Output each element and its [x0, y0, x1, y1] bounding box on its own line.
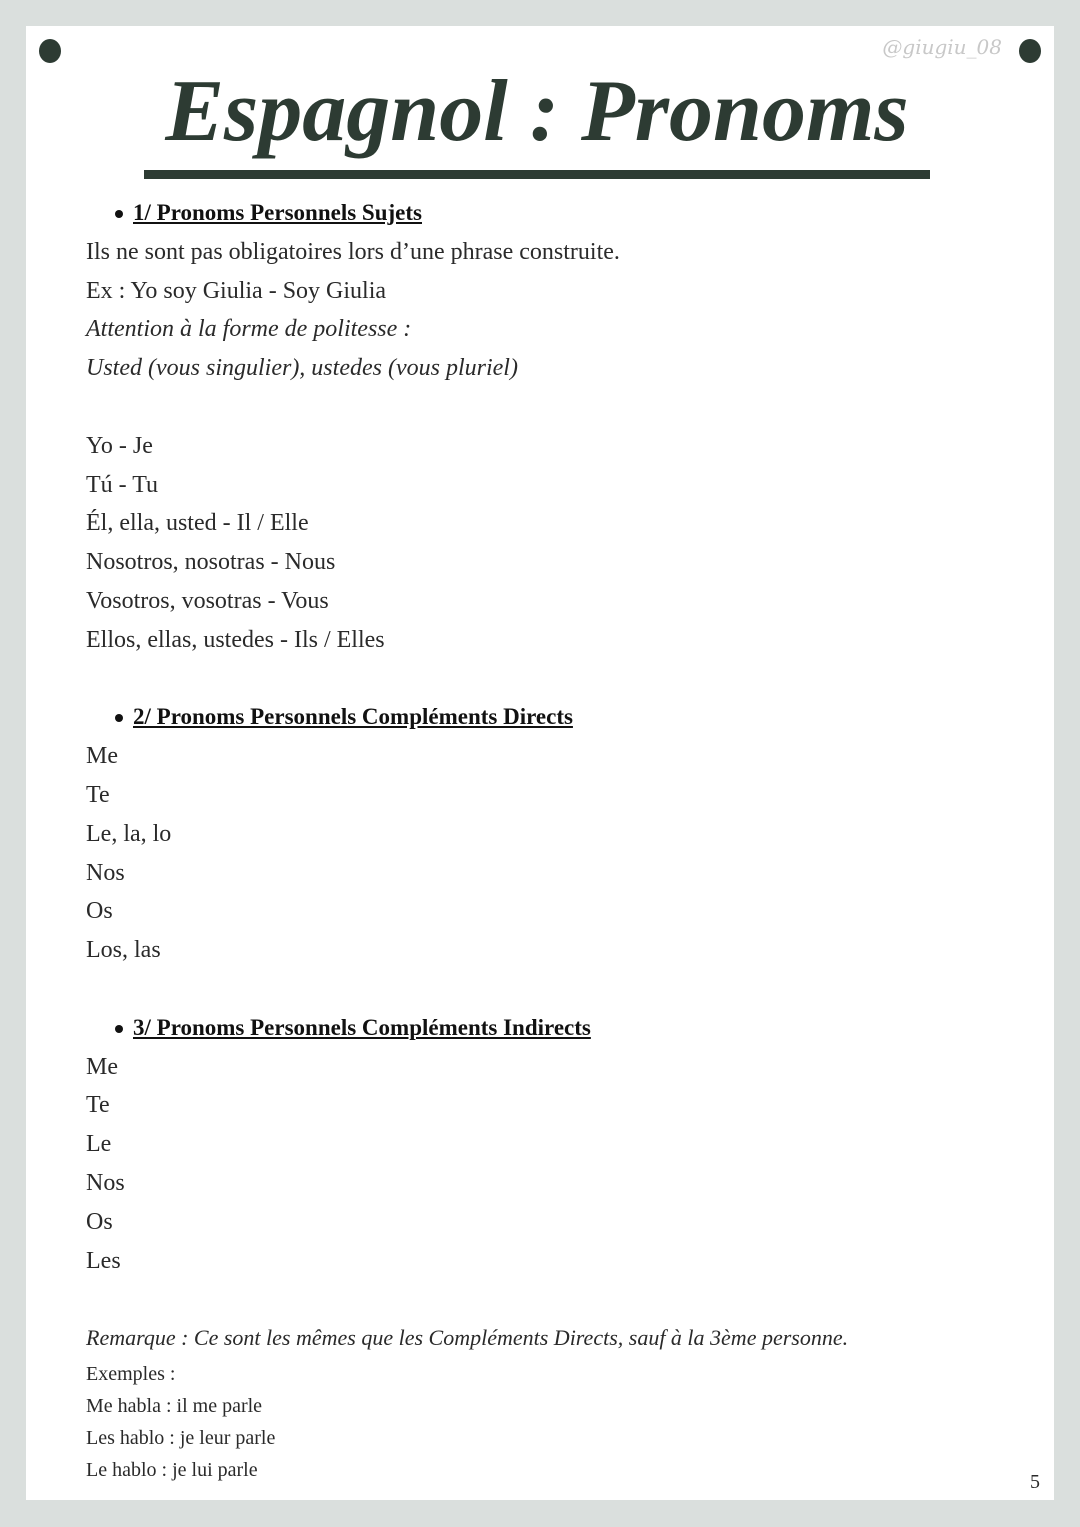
examples-label: Exemples :	[86, 1362, 176, 1385]
note-line: Usted (vous singulier), ustedes (vous pluriel)	[86, 355, 518, 382]
bullet-icon	[115, 714, 123, 722]
content	[86, 194, 1026, 1486]
list-item: Él, ella, usted - Il / Elle	[86, 510, 309, 537]
list-item: Tú - Tu	[86, 471, 159, 498]
section-heading	[86, 698, 573, 737]
heading-text: 3/ Pronoms Personnels Compléments Indirects	[133, 1014, 591, 1040]
list-item: Vosotros, vosotras - Vous	[86, 587, 329, 614]
section-heading	[86, 1009, 591, 1048]
list-item: Te	[86, 781, 110, 808]
text-line: Ex : Yo soy Giulia - Soy Giulia	[86, 277, 387, 304]
watermark: @giugiu_08	[882, 35, 1002, 59]
list-item: Me	[86, 743, 118, 770]
list-item: Te	[86, 1092, 110, 1119]
note-line: Attention à la forme de politesse :	[86, 316, 412, 343]
document-page	[26, 26, 1054, 1500]
binder-hole-right	[1019, 39, 1041, 63]
list-item: Yo - Je	[86, 432, 153, 459]
list-item: Nos	[86, 1169, 125, 1196]
bullet-icon	[115, 210, 123, 218]
example-line: Le hablo : je lui parle	[86, 1458, 258, 1481]
page-title: Espagnol : Pronoms	[165, 63, 909, 160]
list-item: Me	[86, 1053, 118, 1080]
list-item: Los, las	[86, 937, 161, 964]
list-item: Nosotros, nosotras - Nous	[86, 549, 336, 576]
title-underline	[144, 170, 930, 179]
bullet-icon	[115, 1025, 123, 1033]
list-item: Os	[86, 1208, 113, 1235]
heading-text: 1/ Pronoms Personnels Sujets	[133, 200, 422, 225]
list-item: Nos	[86, 859, 125, 886]
list-item: Les	[86, 1247, 121, 1274]
section-heading	[86, 194, 422, 233]
text-line: Ils ne sont pas obligatoires lors d’une phrase construite.	[86, 238, 620, 265]
list-item: Le	[86, 1131, 112, 1158]
example-line: Les hablo : je leur parle	[86, 1426, 276, 1449]
example-line: Me habla : il me parle	[86, 1394, 263, 1417]
remark: Remarque : Ce sont les mêmes que les Compléments Directs, sauf à la 3ème personne.	[86, 1325, 849, 1351]
list-item: Le, la, lo	[86, 820, 172, 847]
list-item: Os	[86, 898, 113, 925]
binder-hole-left	[39, 39, 61, 63]
heading-text: 2/ Pronoms Personnels Compléments Directs	[133, 704, 573, 730]
list-item: Ellos, ellas, ustedes - Ils / Elles	[86, 626, 385, 653]
page-number: 5	[1030, 1471, 1040, 1493]
